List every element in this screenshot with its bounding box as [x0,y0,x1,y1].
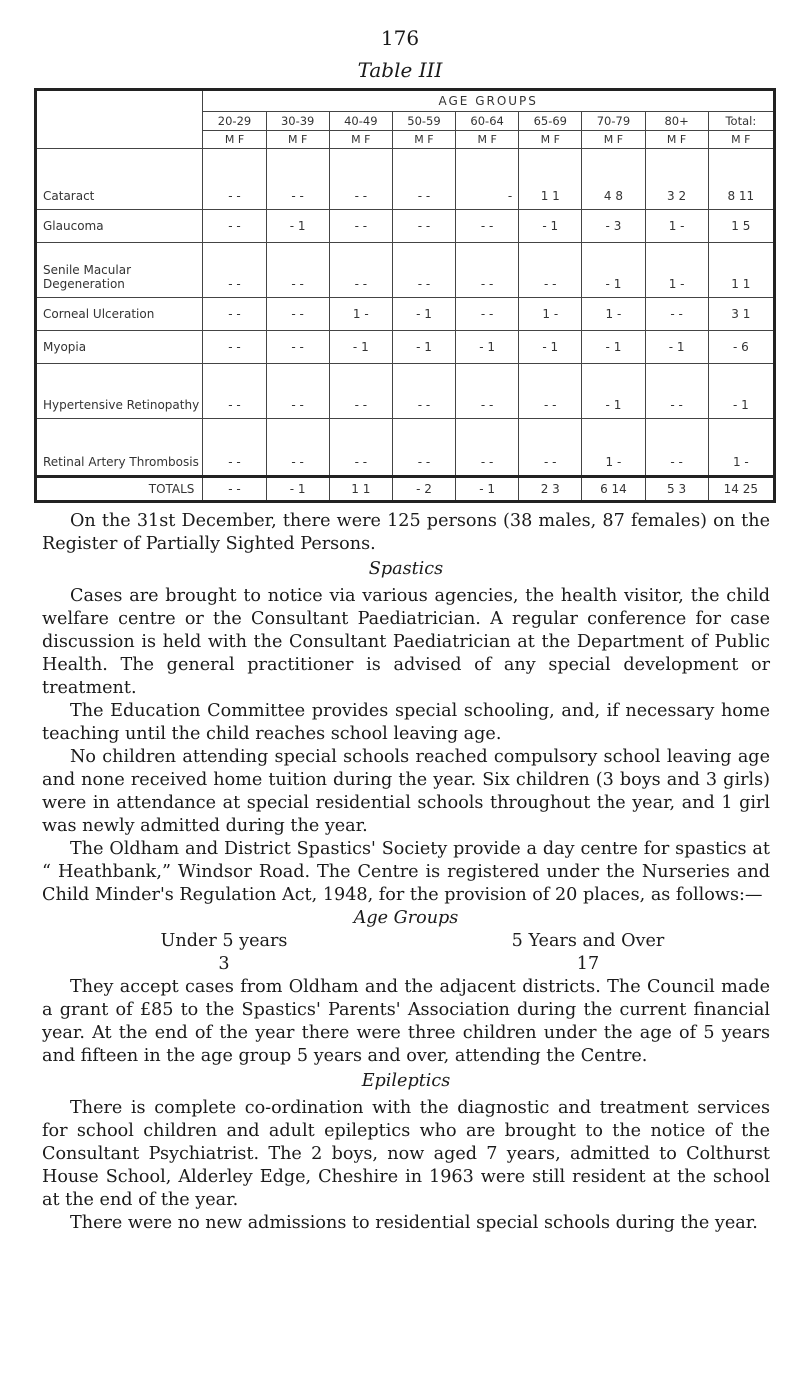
table-cell: - - [392,364,455,419]
table-cell: - - [392,210,455,243]
paragraph-education: The Education Committee provides special schooling, and, if necessary home teaching until the child reaches school leaving age. [42,701,770,744]
table-cell: - - [203,364,266,419]
table-cell: - 1 [456,477,519,502]
paragraph-special-schools: No children attending special schools reached compulsory school leaving age and none received home tuition during the year. Six children (3 boys and 3 girls) were in attendance at special residential schools throughout the year, and 1 girl was newly admitted during the year. [42,747,770,836]
table-cell: - - [392,419,455,477]
table-cell: - - [456,243,519,298]
table-corner [36,112,203,131]
table-cell: - 2 [392,477,455,502]
table-cell: - 1 [266,477,329,502]
table-cell: - 1 [392,298,455,331]
table-cell: - - [392,149,455,210]
table-cell: - 6 [708,331,774,364]
over5-label: 5 Years and Over [511,931,665,951]
row-label: Myopia [36,331,203,364]
sex-header: M F [392,131,455,149]
table-cell: 1 5 [708,210,774,243]
paragraph-grant: They accept cases from Oldham and the adjacent districts. The Council made a grant of £85 to the Spastics' Parents' Association during the current financial year. At the end of the year there were three children under the age of 5 years and fifteen in the age group 5 years and over, attending the Centre. [42,977,770,1066]
row-label: Glaucoma [36,210,203,243]
table-cell: 1 1 [519,149,582,210]
group-header: 65-69 [519,112,582,131]
table-row [36,298,775,331]
table-cell: 3 1 [708,298,774,331]
totals-row [36,477,775,502]
row-label: Retinal Artery Thrombosis [36,419,203,477]
table-cell: 5 3 [645,477,708,502]
group-header: 40-49 [329,112,392,131]
table-cell: - - [266,298,329,331]
table-row [36,210,775,243]
table-cell: - 3 [582,210,645,243]
table-cell: 1 - [645,243,708,298]
table-cell: - - [266,149,329,210]
sex-header: M F [708,131,774,149]
table-cell: - - [329,210,392,243]
table-cell: - - [329,149,392,210]
table-cell: 6 14 [582,477,645,502]
table-cell: - - [203,331,266,364]
sex-header: M F [582,131,645,149]
row-label: Cataract [36,149,203,210]
sex-header: M F [645,131,708,149]
table-cell: - - [266,243,329,298]
age-groups-title: Age Groups [353,908,459,928]
table-cell: 1 - [582,419,645,477]
table-corner [36,90,203,112]
row-label: Hypertensive Retinopathy [36,364,203,419]
table-cell: 1 - [645,210,708,243]
table-corner [36,131,203,149]
table-cell: - - [203,149,266,210]
table-cell: 1 - [329,298,392,331]
sex-header: M F [519,131,582,149]
table-cell: - - [456,419,519,477]
totals-label: TOTALS [36,477,203,502]
table-caption: Table III [357,58,443,82]
group-header: Total: [708,112,774,131]
table-cell: 3 2 [645,149,708,210]
table-cell: - - [456,364,519,419]
group-header: 70-79 [582,112,645,131]
table-cell: - 1 [266,210,329,243]
table-cell: - - [266,364,329,419]
paragraph-cases: Cases are brought to notice via various agencies, the health visitor, the child welfare centre or the Consultant Paediatrician. A regular conference for case discussion is held with the Consultant Paediatrician at the Department of Public Health. The general practitioner is advised of any special development or treatment. [42,586,770,698]
table-cell: - - [203,477,266,502]
body-text [42,510,770,1235]
paragraph-admissions: There were no new admissions to residential special schools during the year. [70,1213,758,1233]
table-row [36,364,775,419]
sex-header: M F [329,131,392,149]
table-cell: 1 - [582,298,645,331]
table-cell: - 1 [456,331,519,364]
table-cell: - - [266,331,329,364]
table-cell: - 1 [582,331,645,364]
table-cell: - - [266,419,329,477]
table-cell: - - [645,298,708,331]
table-cell: 14 25 [708,477,774,502]
table-cell: 4 8 [582,149,645,210]
table-cell: - - [456,298,519,331]
table-cell: - 1 [329,331,392,364]
table-cell: - - [203,210,266,243]
over5-value: 17 [576,954,600,974]
table-row [36,243,775,298]
table-cell: - 1 [519,210,582,243]
group-header: 50-59 [392,112,455,131]
table-cell: - - [203,298,266,331]
sex-header: M F [456,131,519,149]
table-cell: - 1 [519,331,582,364]
table-cell: - [456,149,519,210]
table-cell: 1 1 [708,243,774,298]
table-cell: - - [645,364,708,419]
under5-label: Under 5 years [160,931,288,951]
table-row [36,419,775,477]
table-cell: - 1 [582,243,645,298]
table-row [36,149,775,210]
table-cell: - - [519,243,582,298]
group-header: 80+ [645,112,708,131]
table-cell: - - [329,364,392,419]
age-groups-header: AGE GROUPS [203,90,775,112]
table-cell: - - [456,210,519,243]
table-cell: - - [329,243,392,298]
table-cell: 1 - [708,419,774,477]
table-cell: 2 3 [519,477,582,502]
table-cell: 8 11 [708,149,774,210]
age-groups-table [34,88,776,503]
sex-header: M F [266,131,329,149]
table-cell: - 1 [582,364,645,419]
table-cell: - 1 [392,331,455,364]
table-cell: - - [329,419,392,477]
table-cell: - - [519,419,582,477]
row-label: Corneal Ulceration [36,298,203,331]
paragraph-register: On the 31st December, there were 125 persons (38 males, 87 females) on the Register of Partially Sighted Persons. [42,511,770,554]
under5-value: 3 [218,954,230,974]
sex-header: M F [203,131,266,149]
paragraph-epileptics: There is complete co-ordination with the diagnostic and treatment services for school children and adult epileptics who are brought to the notice of the Consultant Psychiatrist. The 2 boys, now aged 7 years, admitted to Colthurst House School, Alderley Edge, Cheshire in 1963 were still resident at the school at the end of the year. [42,1098,770,1210]
group-header: 30-39 [266,112,329,131]
table-cell: - - [203,419,266,477]
row-label: Senile Macular Degeneration [36,243,203,298]
group-header: 20-29 [203,112,266,131]
paragraph-day-centre: The Oldham and District Spastics' Society provide a day centre for spastics at “ Heathbank,” Windsor Road. The Centre is registered under the Nurseries and Child Minder's Regulation Act, 1948, for the provision of 20 places, as follows:— [42,839,770,905]
group-header: 60-64 [456,112,519,131]
age-groups-list [42,907,770,976]
table-row [36,331,775,364]
table-cell: - - [519,364,582,419]
table-cell: - 1 [645,331,708,364]
table-cell: 1 1 [329,477,392,502]
table-cell: - - [645,419,708,477]
heading-spastics: Spastics [368,559,444,579]
heading-epileptics: Epileptics [361,1071,451,1091]
page-number: 176 [380,26,420,50]
table-cell: 1 - [519,298,582,331]
table-cell: - - [203,243,266,298]
table-cell: - - [392,243,455,298]
table-cell: - 1 [708,364,774,419]
